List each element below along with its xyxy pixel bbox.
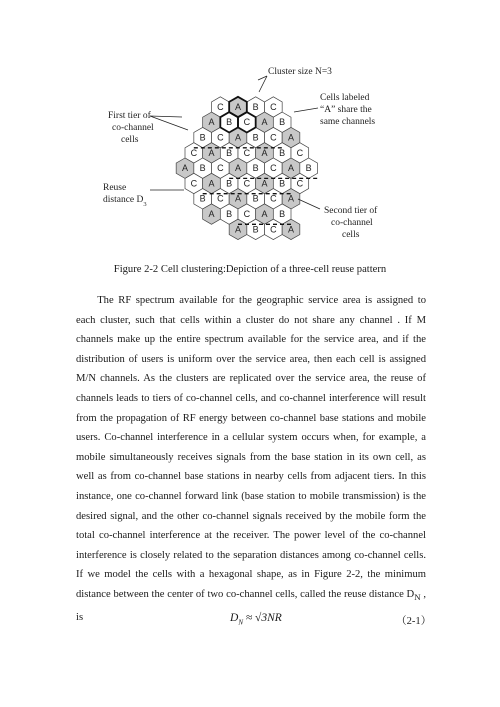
- equation-lhs: D: [230, 612, 239, 624]
- hex-cell-label: A: [234, 193, 242, 204]
- paragraph-main: The RF spectrum available for the geographic service area is assigned to each cluster, such that cells within a cluster do not share any channel . If M channels make up the entire spectrum available for the service area, and if the distribution of users is uniform over the service area, then each cell is assigned M/N channels. As the clusters are replicated over the service area, the reuse of channels leads to tiers of co-channel cells, and co-channel interference will result from the propagation of RF energy between co-channel base stations and mobile users. Co-channel interference in a cellular system occurs when, for example, a mobile simultaneously receives signals from the base station in its own cell, as well as from co-channel base stations in nearby cells from adjacent tiers. In this instance, one co-channel forward link (base station to mobile transmission) is the desired signal, and the other co-channel signals received by the mobile form the total co-channel interference at the receiver. The power level of the co-channel interference is closely related to the separation distances among co-channel cells. If we model the cells with a hexagonal shape, as in Figure 2-2, the minimum distance between the center of two co-channel cells, called the reuse distance D: [76, 295, 426, 600]
- hex-cell-label: B: [279, 208, 286, 219]
- second-tier-line1: Second tier of: [324, 206, 378, 216]
- hex-cell-label: C: [296, 147, 304, 158]
- second-tier-line2: co-channel: [331, 218, 373, 228]
- hex-cell-label: B: [305, 163, 312, 174]
- reuse-line2-sub: 3: [143, 200, 147, 208]
- hex-cell-label: C: [217, 132, 224, 143]
- hex-cell-label: A: [261, 178, 268, 189]
- paragraph-sub: N: [414, 592, 421, 603]
- hex-cell-label: C: [270, 132, 277, 143]
- equation-lhs-sub: N: [238, 618, 243, 627]
- hex-cell-label: A: [234, 132, 242, 143]
- hex-cell-label: A: [287, 224, 295, 235]
- hex-cell-label: B: [226, 208, 233, 219]
- hex-cell-label: B: [252, 224, 259, 235]
- hex-cell-label: B: [252, 193, 259, 204]
- hex-cell-label: C: [243, 147, 251, 158]
- hex-cell-label: A: [261, 147, 268, 158]
- hex-cell-label: B: [226, 178, 233, 189]
- equation-rhs: √3NR: [255, 612, 282, 624]
- hex-cell-label: B: [199, 132, 206, 143]
- cells-labeled-line2: “A” share the: [320, 105, 372, 115]
- reuse-line2: [103, 195, 147, 208]
- hex-cell-label: B: [199, 193, 206, 204]
- hex-cell-label: B: [252, 163, 259, 174]
- equation-operator: ≈: [245, 612, 253, 624]
- paragraph-end: , is: [76, 588, 426, 623]
- cells-labeled-line1: Cells labeled: [320, 93, 370, 103]
- hex-cell-label: C: [190, 147, 198, 158]
- hex-cell-label: A: [181, 163, 189, 174]
- hex-cell-label: A: [261, 117, 268, 128]
- hex-cell-label: C: [243, 208, 251, 219]
- equation-number: （2-1）: [396, 616, 432, 627]
- hex-cell-label: A: [234, 101, 242, 112]
- hex-cell-label: C: [270, 193, 277, 204]
- hex-cell-label: A: [208, 208, 215, 219]
- hex-cell-label: B: [226, 147, 233, 158]
- hex-cell-label: C: [217, 101, 224, 112]
- hex-cell-label: A: [287, 163, 295, 174]
- cells-labeled-line3: same channels: [320, 117, 376, 127]
- hex-grid-diagram: [0, 0, 500, 255]
- hex-cell-label: C: [217, 193, 224, 204]
- hex-cell-label: C: [270, 224, 277, 235]
- first-tier-line3: cells: [121, 135, 139, 145]
- hex-cell-label: C: [270, 163, 277, 174]
- hex-cell-label: A: [208, 178, 215, 189]
- hex-cell-label: A: [208, 147, 215, 158]
- hex-cell-label: C: [217, 163, 224, 174]
- hex-cell-label: B: [279, 178, 286, 189]
- hex-cell-label: B: [226, 117, 233, 128]
- hex-cell-label: C: [243, 178, 251, 189]
- paragraph-text: [76, 291, 426, 627]
- reuse-line1: Reuse: [103, 183, 127, 193]
- hex-cell-label: B: [252, 101, 259, 112]
- body-paragraph: [76, 291, 426, 627]
- hex-cell-label: B: [199, 163, 206, 174]
- hex-cell-label: C: [296, 178, 304, 189]
- equation-2-1: [230, 612, 282, 626]
- hex-cell-label: C: [190, 178, 198, 189]
- hex-cell-label: C: [243, 117, 251, 128]
- second-tier-line3: cells: [342, 230, 360, 240]
- hex-cell-label: A: [208, 117, 215, 128]
- first-tier-line1: First tier of: [108, 111, 151, 121]
- cluster-size-label: Cluster size N=3: [268, 67, 332, 77]
- reuse-line2-text: distance D: [103, 195, 144, 205]
- hex-cell-label: A: [287, 193, 295, 204]
- hex-cells: [176, 97, 317, 240]
- figure-caption: Figure 2-2 Cell clustering:Depiction of a three-cell reuse pattern: [113, 264, 387, 275]
- hex-cell-label: C: [270, 101, 277, 112]
- cell-cluster-figure: [0, 0, 500, 255]
- hex-cell-label: A: [234, 163, 242, 174]
- hex-cell-label: B: [279, 117, 286, 128]
- hex-cell-label: A: [234, 224, 242, 235]
- hex-cell-label: A: [287, 132, 295, 143]
- hex-cell-label: B: [252, 132, 259, 143]
- hex-cell-label: B: [279, 147, 286, 158]
- first-tier-line2: co-channel: [112, 123, 154, 133]
- hex-cell-label: A: [261, 208, 268, 219]
